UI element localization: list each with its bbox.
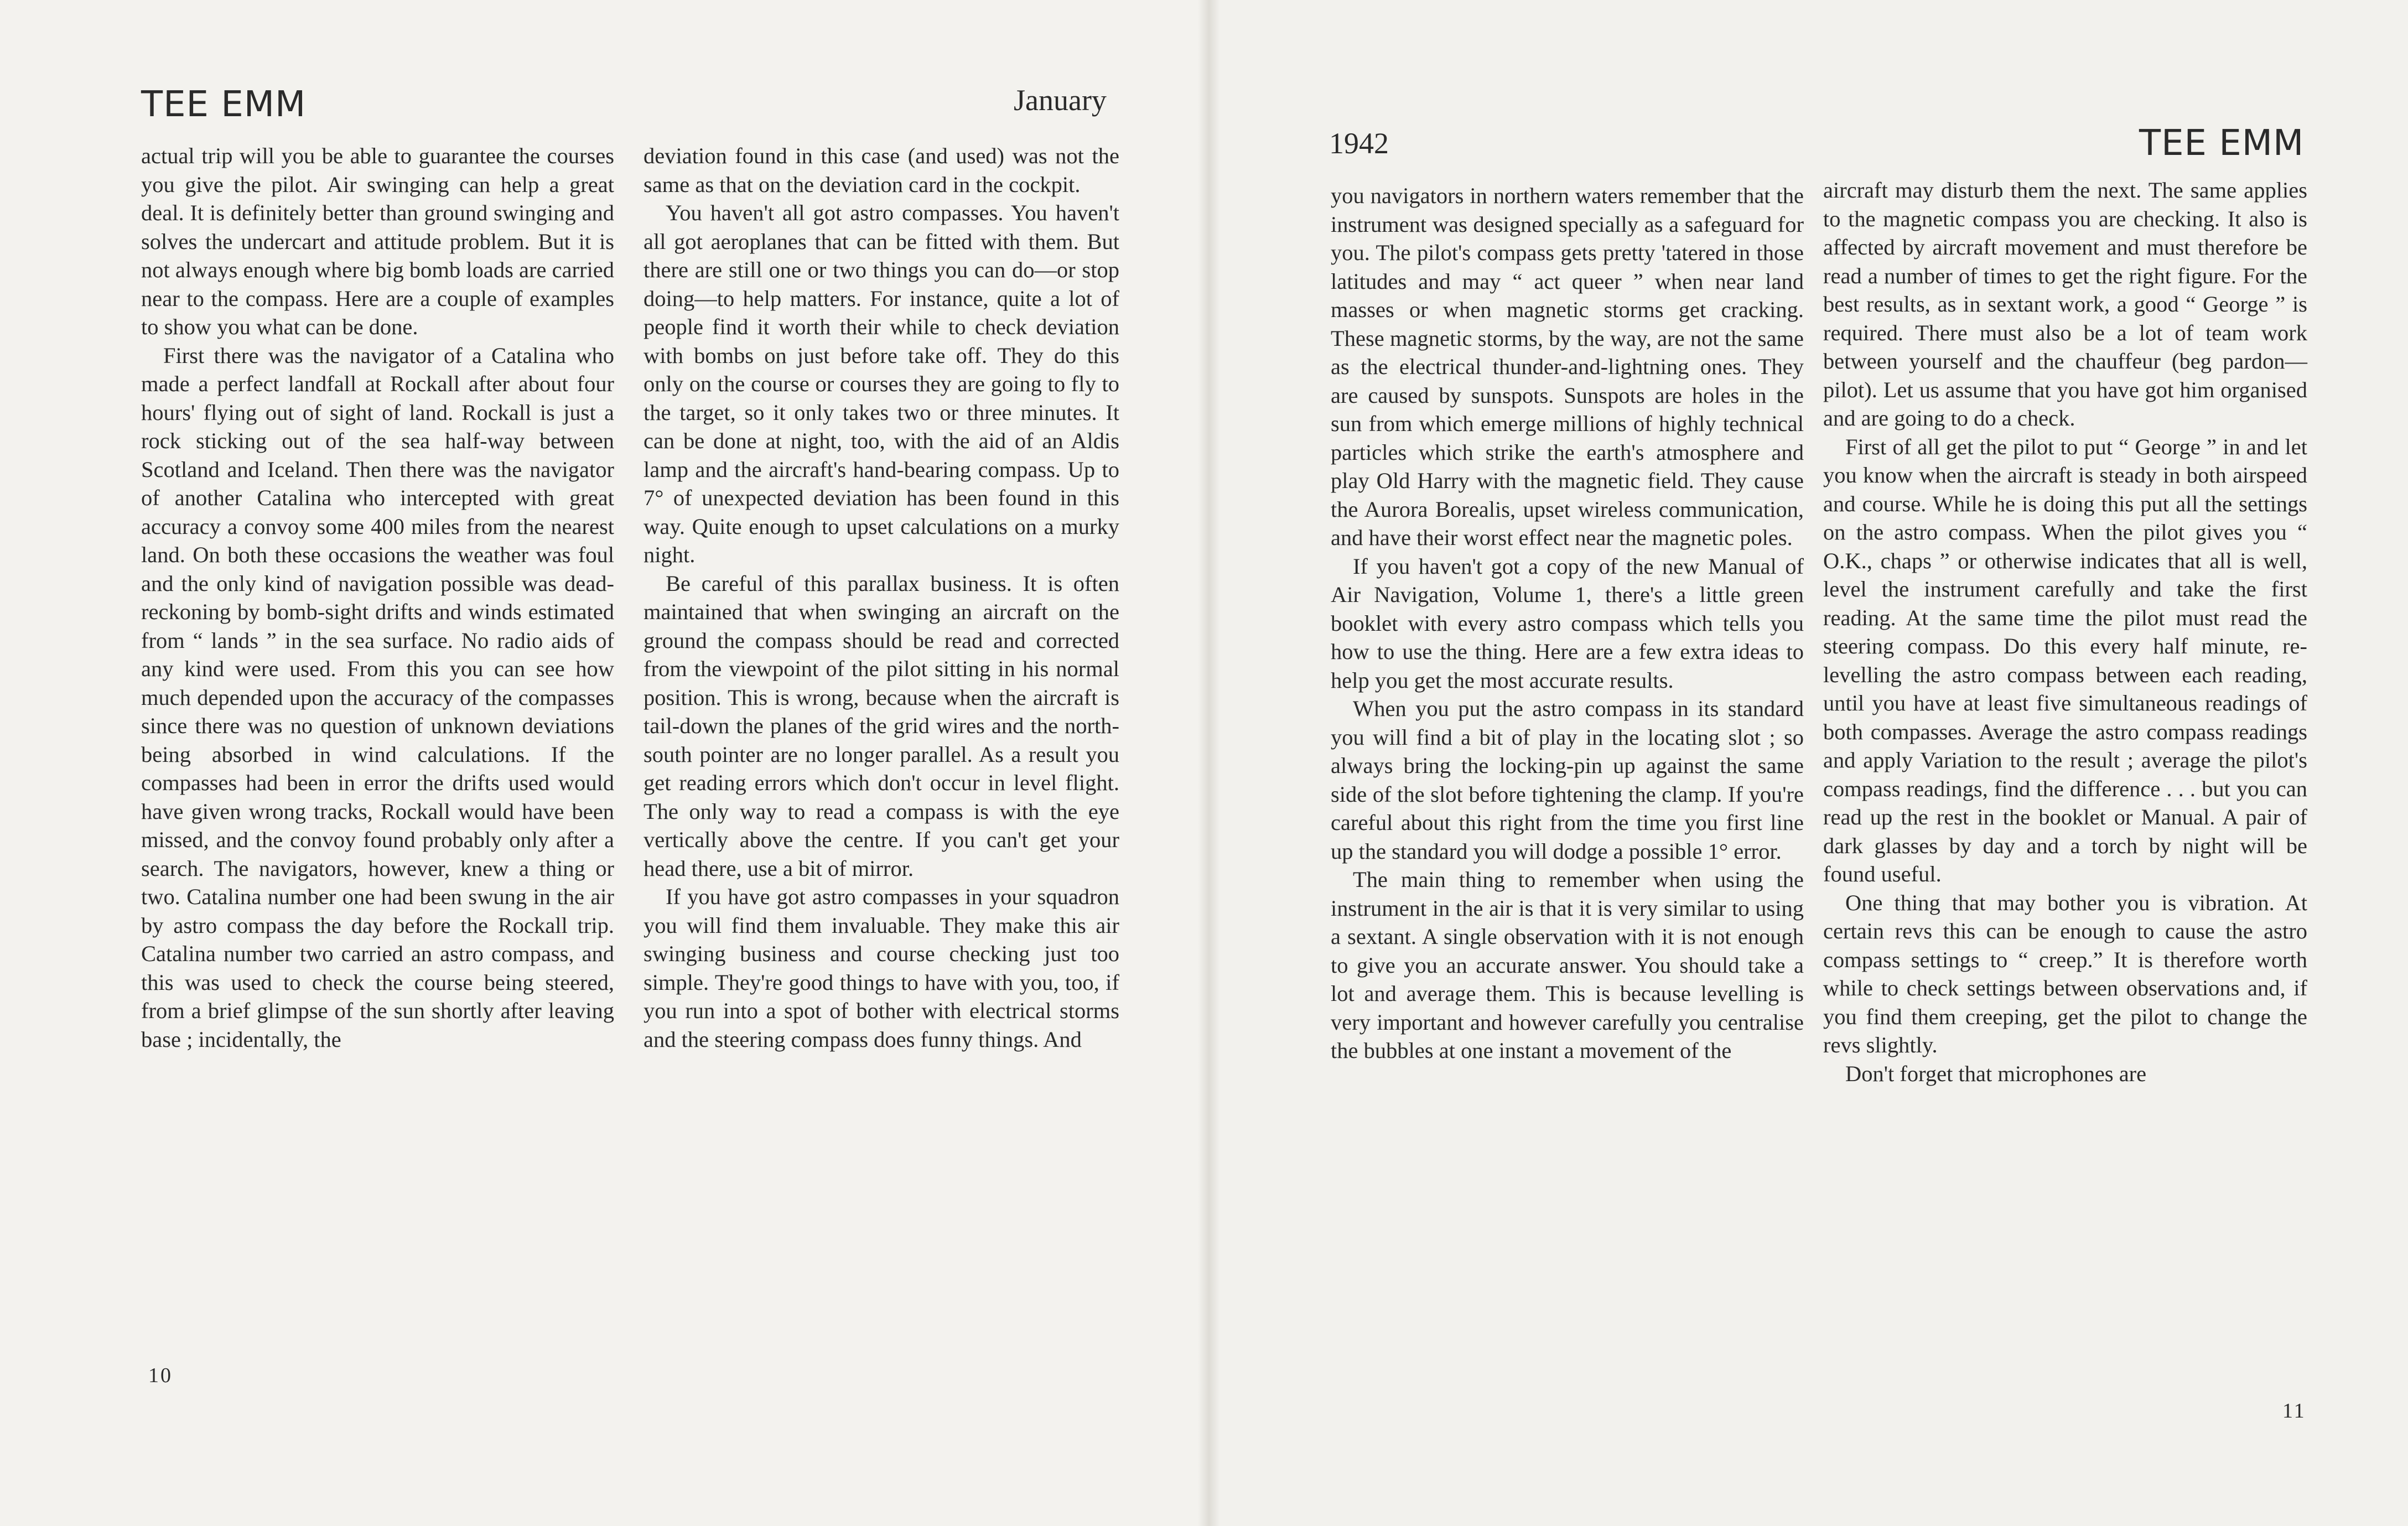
right-column-1 bbox=[1331, 181, 1804, 1065]
paragraph: aircraft may disturb them the next. The same applies to the magnetic compass you are checking. It also is affected by aircraft movement and must therefore be read a number of times to get the right figure. For the best results, as in sextant work, a good “ George ” is required. There must also be a lot of team work between yourself and the chauffeur (beg pardon—pilot). Let us assume that you have got him organised and are going to do a check. bbox=[1823, 178, 2307, 430]
right-folio: 11 bbox=[2282, 1399, 2306, 1423]
paragraph: deviation found in this case (and used) was not the same as that on the deviation card in the cockpit. bbox=[643, 143, 1119, 197]
spine-gutter bbox=[1198, 0, 1220, 1526]
left-running-date: January bbox=[1014, 84, 1107, 117]
paragraph: First there was the navigator of a Catalina who made a perfect landfall at Rockall after about four hours' flying out of sight of land. Rockall is just a rock sticking out of the sea half-way between Scotland and Iceland. Then there was the navigator of another Catalina who intercepted with great accuracy a convoy some 400 miles from the nearest land. On both these occasions the weather was foul and the only kind of navigation possible was dead-reckoning by bomb-sight drifts and winds estimated from “ lands ” in the sea surface. No radio aids of any kind were used. From this you can see how much depended upon the accuracy of the compasses since there was no question of unknown deviations being absorbed in wind calculations. If the compasses had been in error the drifts used would have given wrong tracks, Rockall would have been missed, and the convoy found probably only after a search. The navigators, however, knew a thing or two. Catalina number one had been swung in the air by astro compass the day before the Rockall trip. Catalina number two carried an astro compass, and this was used to check the course being steered, from a brief glimpse of the sun shortly after leaving base ; incidentally, the bbox=[141, 342, 614, 1052]
paragraph: When you put the astro compass in its standard you will find a bit of play in the locating slot ; so always bring the locking-pin up against the same side of the slot before tightening the clamp. If you're careful about this right from the time you first line up the standard you will dodge a possible 1° error. bbox=[1331, 696, 1804, 864]
left-column-1 bbox=[141, 142, 614, 1053]
left-folio: 10 bbox=[148, 1364, 173, 1387]
left-running-head: TEE EMM bbox=[141, 84, 307, 125]
left-column-2 bbox=[643, 142, 1119, 1053]
paragraph: If you have got astro compasses in your squadron you will find them invaluable. They make this air swinging business and course checking just too simple. They're good things to have with you, too, if you run into a spot of bother with electrical storms and the steering compass does funny things. And bbox=[643, 884, 1119, 1052]
paragraph: First of all get the pilot to put “ George ” in and let you know when the aircraft is steady in both airspeed and course. While he is doing this put all the settings on the astro compass. When the pilot gives you “ O.K., chaps ” or otherwise indicates that all is well, level the instrument carefully and take the first reading. At the same time the pilot must read the steering compass. Do this every half minute, re-levelling the astro compass between each reading, until you have at least five simultaneous readings of both compasses. Average the astro compass readings and apply Variation to the result ; average the pilot's compass readings, find the difference . . . but you can read up the rest in the booklet or Manual. A pair of dark glasses by day and a torch by night will be found useful. bbox=[1823, 434, 2307, 886]
paragraph: actual trip will you be able to guarantee the courses you give the pilot. Air swinging can help a great deal. It is definitely better than ground swinging and solves the undercart and attitude problem. But it is not always enough where big bomb loads are carried near to the compass. Here are a couple of examples to show you what can be done. bbox=[141, 143, 614, 339]
right-running-head: TEE EMM bbox=[2139, 123, 2305, 164]
paragraph: You haven't all got astro compasses. You haven't all got aeroplanes that can be fitted with them. But there are still one or two things you can do—or stop doing—to help matters. For instance, quite a lot of people find it worth their while to check deviation with bombs on just before take off. They do this only on the course or courses they are going to fly to the target, so it only takes two or three minutes. It can be done at night, too, with the aid of an Aldis lamp and the aircraft's hand-bearing compass. Up to 7° of unexpected deviation has been found in this way. Quite enough to upset calculations on a murky night. bbox=[643, 200, 1119, 567]
paragraph: If you haven't got a copy of the new Manual of Air Navigation, Volume 1, there's a little green booklet with every astro compass which tells you how to use the thing. Here are a few extra ideas to help you get the most accurate results. bbox=[1331, 553, 1804, 693]
right-column-2 bbox=[1823, 176, 2307, 1088]
paragraph: Don't forget that microphones are bbox=[1845, 1061, 2147, 1086]
paragraph: The main thing to remember when using the instrument in the air is that it is very similar to using a sextant. A single observation with it is not enough to give you an accurate answer. You should take a lot and average them. This is because levelling is very important and however carefully you centralise the bubbles at one instant a movement of the bbox=[1331, 867, 1804, 1063]
paragraph: you navigators in northern waters remember that the instrument was designed specially as a safeguard for you. The pilot's compass gets pretty 'tatered in those latitudes and may “ act queer ” when near land masses or when magnetic storms get cracking. These magnetic storms, by the way, are not the same as the electrical thunder-and-lightning ones. They are caused by sunspots. Sunspots are holes in the sun from which emerge millions of highly technical particles which strike the earth's atmosphere and play Old Harry with the magnetic field. They cause the Aurora Borealis, upset wireless communication, and have their worst effect near the magnetic poles. bbox=[1331, 183, 1804, 550]
paragraph: One thing that may bother you is vibration. At certain revs this can be enough to cause the astro compass settings to “ creep.” It is therefore worth while to check settings between observations and, if you find them creeping, get the pilot to change the revs slightly. bbox=[1823, 890, 2307, 1057]
paragraph: Be careful of this parallax business. It is often maintained that when swinging an aircraft on the ground the compass should be read and corrected from the viewpoint of the pilot sitting in his normal position. This is wrong, because when the aircraft is tail-down the planes of the grid wires and the north-south pointer are no longer parallel. As a result you get reading errors which don't occur in level flight. The only way to read a compass is with the eye vertically above the centre. If you can't get your head there, use a bit of mirror. bbox=[643, 570, 1119, 881]
right-running-date: 1942 bbox=[1329, 127, 1389, 160]
